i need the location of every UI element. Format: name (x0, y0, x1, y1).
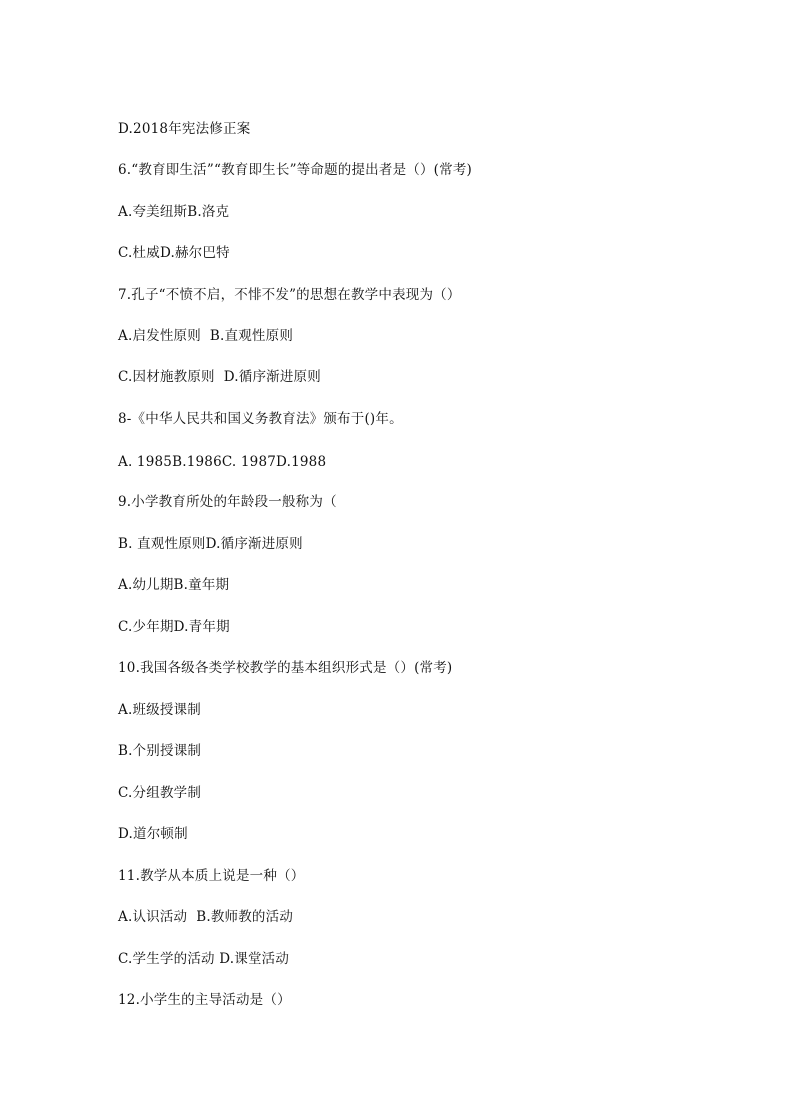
question-6: 6.“教育即生活”“教育即生长”等命题的提出者是（）(常考) (118, 162, 473, 178)
option-line-11cd: C.学生学的活动 D.课堂活动 (118, 951, 290, 967)
option-line-11ab: A.认识活动 B.教师教的活动 (118, 909, 294, 925)
option-10c: C.分组教学制 (118, 785, 202, 801)
option-line-9ab: A.幼儿期B.童年期 (118, 577, 230, 593)
option-line-9cd: C.少年期D.青年期 (118, 619, 230, 635)
option-line-7cd: C.因材施教原则 D.循序渐进原则 (118, 369, 321, 385)
option-line-7ab: A.启发性原则 B.直观性原则 (118, 328, 294, 344)
option-line-8: A. 1985B.1986C. 1987D.1988 (118, 454, 327, 470)
question-9: 9.小学教育所处的年龄段一般称为（ (118, 494, 337, 510)
question-8: 8-《中华人民共和国义务教育法》颁布于()年。 (118, 411, 403, 427)
option-line-9-extra: B. 直观性原则D.循序渐进原则 (118, 536, 303, 552)
option-10a: A.班级授课制 (118, 702, 201, 718)
question-11: 11.教学从本质上说是一种（） (118, 868, 305, 884)
question-7: 7.孔子“不愤不启，不悱不发”的思想在教学中表现为（） (118, 287, 461, 303)
question-12: 12.小学生的主导活动是（） (118, 992, 291, 1008)
option-10b: B.个别授课制 (118, 743, 202, 759)
option-line-5d: D.2018年宪法修正案 (118, 121, 251, 137)
option-10d: D.道尔顿制 (118, 826, 188, 842)
option-line-6cd: C.杜威D.赫尔巴特 (118, 245, 230, 261)
option-line-6ab: A.夸美纽斯B.洛克 (118, 204, 230, 220)
question-10: 10.我国各级各类学校教学的基本组织形式是（）(常考) (118, 660, 453, 676)
